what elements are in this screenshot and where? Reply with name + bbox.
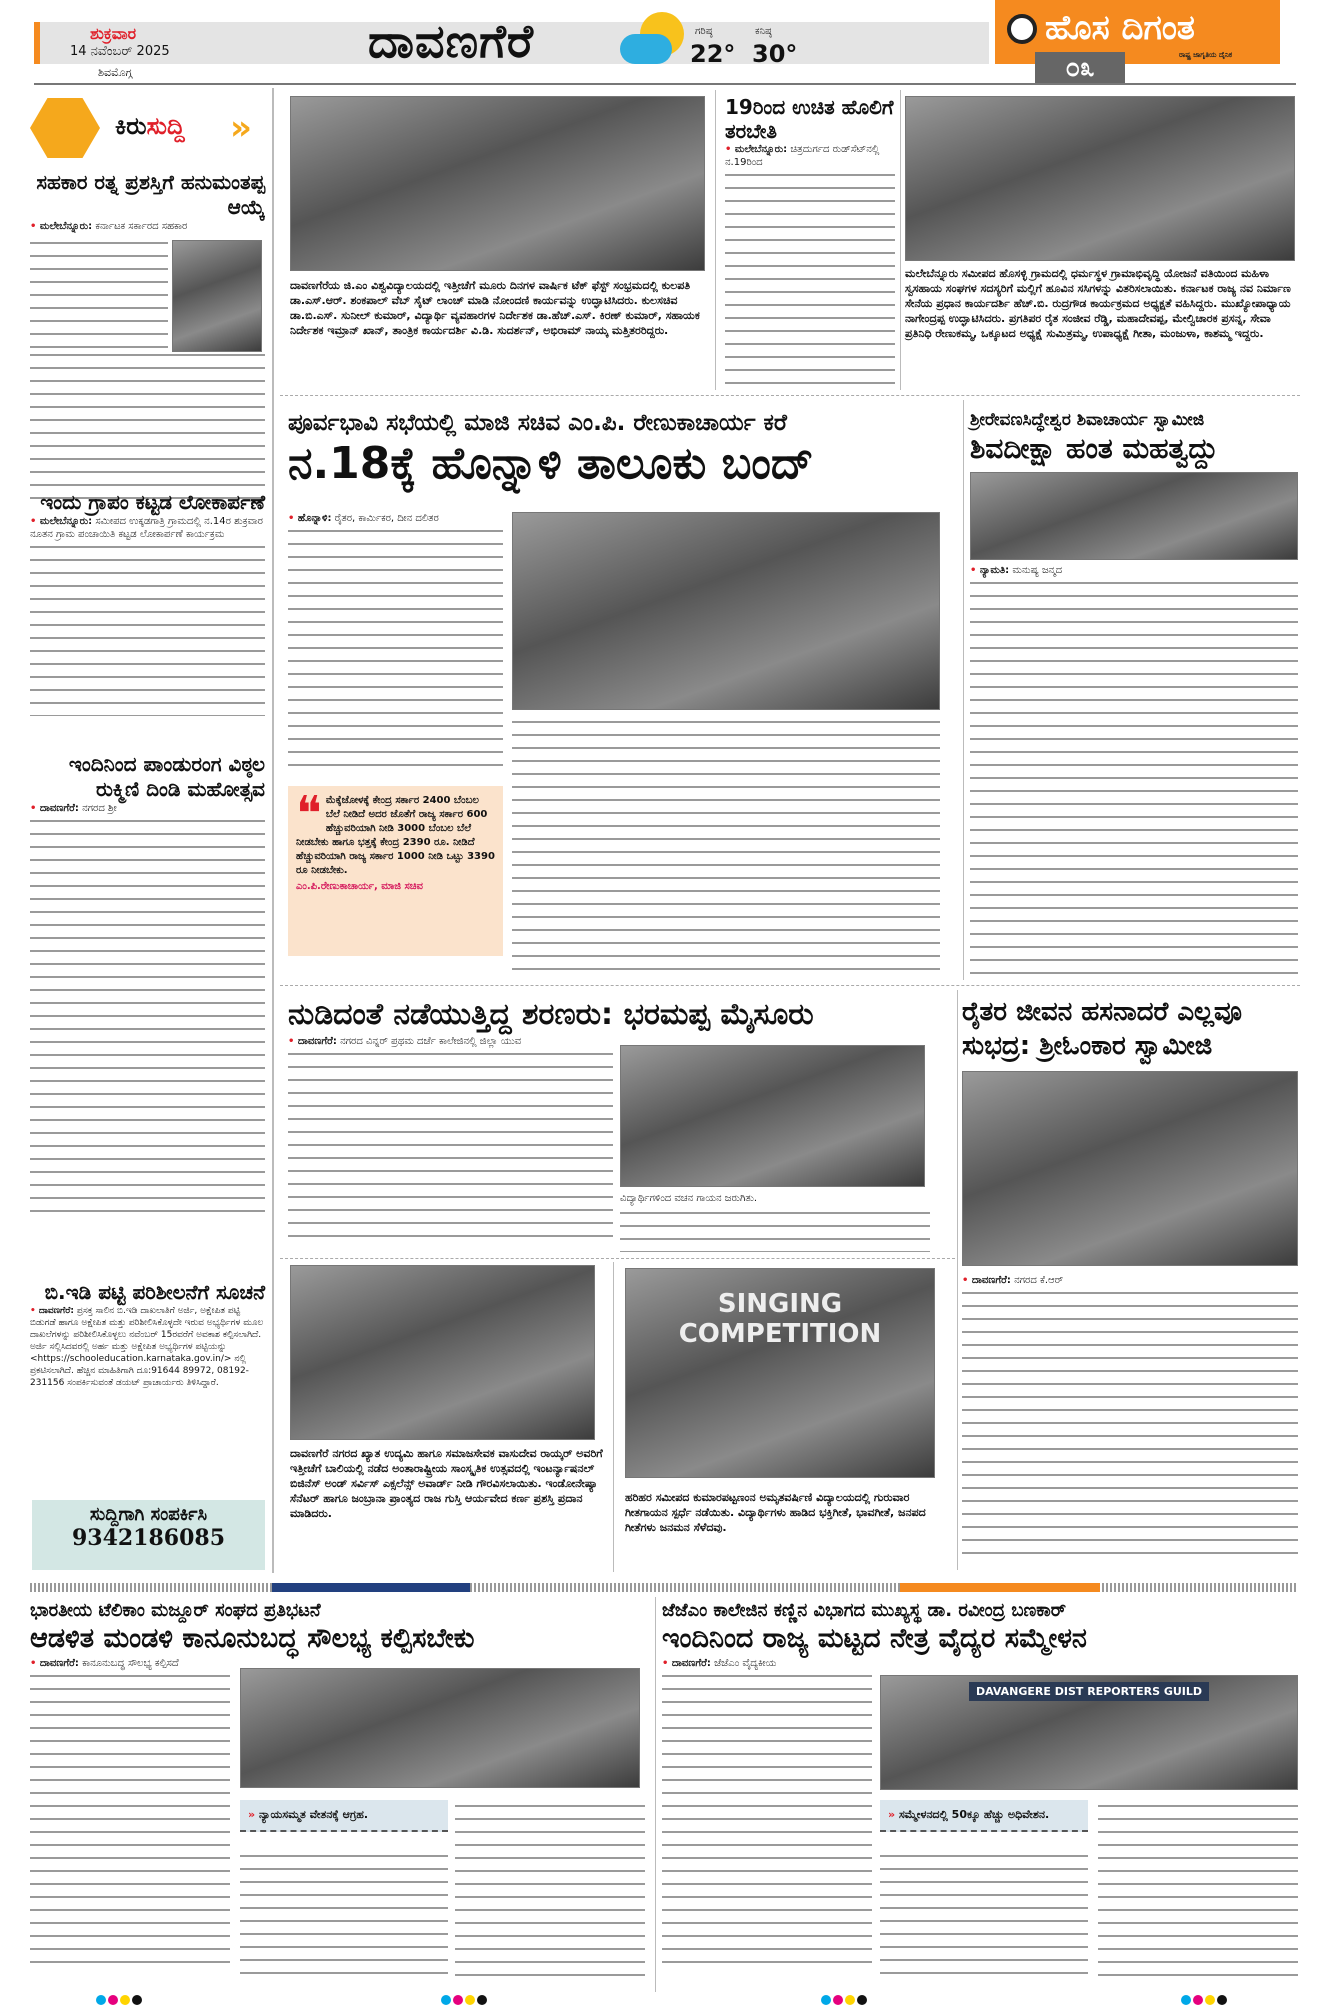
dateline: • ದಾವಣಗೆರೆ: (30, 1306, 74, 1316)
brief-lead: ಪ್ರಸಕ್ತ ಸಾಲಿನ ಬಿ.ಇಡಿ ದಾಖಲಾತಿಗೆ ಅರ್ಜಿ, ಅಕ್ಷೇಪಿತ ಪಟ್ಟಿ ಬಿಡುಗಡೆ ಹಾಗೂ ಅಕ್ಷೇಪಿತ ಮತ್ತು ಪರಿಶೀಲಿಸಿಕೊಳ್ಳದೇ ಇರುವ ಅಭ್ಯರ್ಥಿಗಳ ಮೂಲ ದಾಖಲೆಗಳನ್ನು ಪರಿಶೀಲಿಸಿಕೊಳ್ಳಲು ನವೆಂಬರ್ 15ರವರೆಗೆ ಅವಕಾಶ ಕಲ್ಪಿಸಲಾಗಿದೆ. ಅರ್ಜಿ ಸಲ್ಲಿಸಿದವರಲ್ಲಿ ಅರ್ಹ ಮತ್ತು ಅಕ್ಷೇಪಿತ ಅಭ್ಯರ್ಥಿಗಳ ಪಟ್ಟಿಯನ್ನು <https://schooleducation.karnataka.gov.in/> ನಲ್ಲಿ ಪ್ರಕಟಿಸಲಾಗಿದೆ. ಹೆಚ್ಚಿನ ಮಾಹಿತಿಗಾಗಿ ದೂ:91644 89972, 08192-231156 ಸಂಪರ್ಕಿಸುವಂತೆ ಡಯಟ್ ಪ್ರಾಚಾರ್ಯರು ತಿಳಿಸಿದ್ದಾರೆ. (30, 1306, 264, 1388)
row-divider (280, 1258, 955, 1259)
news-brief-3 (30, 752, 265, 1215)
max-temp-label: ಕನಿಷ್ಠ (755, 26, 772, 37)
main-story (288, 410, 958, 492)
brief-lead: ನಗರದ ಶ್ರೀ (82, 803, 117, 814)
main-kicker: ಪೂರ್ವಭಾವಿ ಸಭೆಯಲ್ಲಿ ಮಾಜಿ ಸಚಿವ ಎಂ.ಪಿ. ರೇಣುಕಾಚಾರ್ಯ ಕರೆ (288, 410, 787, 436)
contact-box (32, 1500, 265, 1570)
column-divider (963, 400, 964, 980)
award-photo (290, 1265, 595, 1440)
portrait-photo (172, 240, 262, 352)
main-headline: ನ.18ಕ್ಕೆ ಹೊನ್ನಾಳಿ ತಾಲೂಕು ಬಂದ್ (288, 438, 814, 489)
dateline: • ಮಲೇಬೆನ್ನೂರು: (30, 516, 92, 527)
main-body (288, 512, 503, 775)
brief-headline: ಸಹಕಾರ ರತ್ನ ಪ್ರಶಸ್ತಿಗೆ ಹನುಮಂತಪ್ಪ ಆಯ್ಕೆ (36, 170, 265, 219)
story-headline: ನುಡಿದಂತೆ ನಡೆಯುತ್ತಿದ್ದ ಶರಣರು: ಭರಮಪ್ಪ ಮೈಸೂರು (288, 997, 814, 1032)
pull-quote (288, 786, 503, 956)
logo-tagline: ರಾಷ್ಟ್ರ ಜಾಗೃತಿಯ ದೈನಿಕ (1179, 51, 1232, 59)
swamiji-photo (970, 472, 1298, 560)
pull-highlight: » ನ್ಯಾಯಸಮ್ಮತ ವೇತನಕ್ಕೆ ಆಗ್ರಹ. (240, 1800, 448, 1832)
dateline: • ದಾವಣಗೆರೆ: (662, 1658, 711, 1669)
row-divider (280, 395, 1300, 396)
max-temp: 30° (752, 40, 798, 68)
min-temp: 22° (690, 40, 736, 68)
section-stripe (30, 1583, 1298, 1592)
dateline: • ದಾವಣಗೆರೆ: (288, 1036, 337, 1047)
registration-marks (1180, 1990, 1228, 2009)
main-body-columns (512, 716, 940, 974)
chevrons-icon: » (230, 108, 252, 148)
column-divider (900, 90, 901, 390)
banner-text: SINGING COMPETITION (678, 1289, 882, 1349)
news-brief-4 (30, 1280, 265, 1389)
brief-headline: ಇಂದಿನಿಂದ ಪಾಂಡುರಂಗ ವಿಠ್ಠಲ ರುಕ್ಮಿಣಿ ದಿಂಡಿ ಮಹೋತ್ಸವ (68, 752, 265, 801)
jasmine-caption: ಮಲೇಬೆನ್ನೂರು ಸಮೀಪದ ಹೊಸಳ್ಳಿ ಗ್ರಾಮದಲ್ಲಿ ಧರ್ಮಸ್ಥಳ ಗ್ರಾಮಾಭಿವೃದ್ಧಿ ಯೋಜನೆ ವತಿಯಿಂದ ಮಹಿಳಾ ಸ್ವಸಹಾಯ ಸಂಘಗಳ ಸದಸ್ಯರಿಗೆ ಮಲ್ಲಿಗೆ ಹೂವಿನ ಸಸಿಗಳನ್ನು ವಿತರಿಸಲಾಯಿತು. ಕರ್ನಾಟಕ ರಾಜ್ಯ ನವ ನಿರ್ಮಾಣ ಸೇನೆಯ ಪ್ರಧಾನ ಕಾರ್ಯದರ್ಶಿ ಹೆಚ್.ಬಿ. ರುದ್ರಗೌಡ ಕಾರ್ಯಕ್ರಮದ ಅಧ್ಯಕ್ಷತೆ ವಹಿಸಿದ್ದರು. ಮುಖ್ಯೋಪಾಧ್ಯಾಯ ನಾಗೇಂದ್ರಪ್ಪ ಉದ್ಘಾಟಿಸಿದರು. ಪ್ರಗತಿಪರ ರೈತ ಸಂಜೀವ ರೆಡ್ಡಿ, ಮಹಾದೇವಪ್ಪ, ಮೇಲ್ವಿಚಾರಕ ಪ್ರಸನ್ನ, ಸೇವಾ ಪ್ರತಿನಿಧಿ ರೇಣುಕಮ್ಮ, ಒಕ್ಕೂಟದ ಅಧ್ಯಕ್ಷೆ ಸುಮಿತ್ರಮ್ಮ, ಉಪಾಧ್ಯಕ್ಷೆ ಗೀತಾ, ಮಂಜುಳಾ, ಕಾಶಮ್ಮ ಇದ್ದರು. (905, 267, 1291, 340)
issue-date: 14 ನವೆಂಬರ್ 2025 (70, 44, 170, 59)
farmers-story (962, 995, 1298, 1557)
brief-headline: ಇಂದು ಗ್ರಾಪಂ ಕಟ್ಟಡ ಲೋಕಾರ್ಪಣೆ (40, 490, 265, 514)
header-rule (34, 83, 1296, 85)
side-kicker: ಶ್ರೀರೇವಣಸಿದ್ಧೇಶ್ವರ ಶಿವಾಚಾರ್ಯ ಸ್ವಾಮೀಜಿ (970, 410, 1205, 430)
column-divider (715, 90, 716, 390)
brand-part-1: ಕಿರು (115, 112, 147, 140)
pointing-hand-icon (30, 98, 100, 158)
press-meet-photo (880, 1675, 1298, 1790)
brief-lead: ಕರ್ನಾಟಕ ಸರ್ಕಾರದ ಸಹಕಾರ (95, 221, 188, 232)
dateline: • ನ್ಯಾಮತಿ: (970, 565, 1009, 576)
techfest-caption: ದಾವಣಗೆರೆಯ ಜಿ.ಎಂ ವಿಶ್ವವಿದ್ಯಾಲಯದಲ್ಲಿ ಇತ್ತೀಚೆಗೆ ಮೂರು ದಿನಗಳ ವಾರ್ಷಿಕ ಟೆಕ್ ಫೆಸ್ಟ್ ಸಂಭ್ರಮದಲ್ಲಿ ಕುಲಪತಿ ಡಾ.ಎಸ್.ಆರ್. ಶಂಕಪಾಲ್ ವೆಬ್ ಸೈಟ್ ಲಾಂಚ್ ಮಾಡಿ ನೋಂದಣಿ ಕಾರ್ಯವನ್ನು ಉದ್ಘಾಟಿಸಿದರು. ಕುಲಸಚಿವ ಡಾ.ಬಿ.ಎಸ್. ಸುನೀಲ್ ಕುಮಾರ್, ವಿದ್ಯಾರ್ಥಿ ವ್ಯವಹಾರಗಳ ನಿರ್ದೇಶಕ ಡಾ.ಹೆಚ್.ಎಸ್. ಕಿರಣ್ ಕುಮಾರ್, ಸಹಾಯಕ ನಿರ್ದೇಶಕ ಇಮ್ರಾನ್ ಖಾನ್, ತಾಂತ್ರಿಕ ಕಾರ್ಯದರ್ಶಿ ವಿ.ಡಿ. ಸುದರ್ಶನ್, ಅಭಿರಾಮ್ ನಾಯ್ಕ ಮತ್ತಿತರರಿದ್ದರು. (290, 279, 700, 337)
story-lead: ನಗರದ ವಿನ್ನರ್ ಪ್ರಥಮ ದರ್ಜೆ ಕಾಲೇಜಿನಲ್ಲಿ ಜಿಲ್ಲಾ ಯುವ (340, 1036, 522, 1047)
singing-competition-photo (625, 1268, 935, 1478)
dateline: • ಹೊನ್ನಾಳಿ: (288, 513, 331, 524)
omkara-swamiji-photo (962, 1071, 1298, 1266)
story-headline: ಇಂದಿನಿಂದ ರಾಜ್ಯ ಮಟ್ಟದ ನೇತ್ರ ವೈದ್ಯರ ಸಮ್ಮೇಳನ (662, 1623, 1087, 1654)
story-lead: ಕಾನೂನುಬದ್ಧ ಸೌಲಭ್ಯ ಕಲ್ಪಿಸದೆ (82, 1658, 179, 1669)
registration-marks (440, 1990, 488, 2009)
story-kicker: ಭಾರತೀಯ ಟೆಲಿಕಾಂ ಮಜ್ದೂರ್ ಸಂಘದ ಪ್ರತಿಭಟನೆ (30, 1600, 321, 1621)
edition-city: ಶಿವಮೊಗ್ಗ (98, 66, 133, 79)
story-headline: 19ರಿಂದ ಉಚಿತ ಹೊಲಿಗೆ ತರಬೇತಿ (725, 95, 894, 143)
tailoring-training-story (725, 95, 895, 394)
registration-marks (820, 1990, 868, 2009)
contact-phone: 9342186085 (71, 1525, 226, 1551)
column-divider (272, 88, 274, 1573)
bandh-meeting-photo (512, 512, 940, 710)
vachana-photo (620, 1045, 925, 1187)
min-temp-label: ಗರಿಷ್ಠ (695, 26, 713, 37)
pull-highlight: » ಸಮ್ಮೇಳನದಲ್ಲಿ 50ಕ್ಕೂ ಹೆಚ್ಚು ಅಧಿವೇಶನ. (880, 1800, 1088, 1832)
dateline: • ದಾವಣಗೆರೆ: (962, 1275, 1011, 1286)
story-lead: ರೈತರ, ಕಾರ್ಮಿಕರ, ದೀನ ದಲಿತರ (334, 513, 439, 524)
singing-caption: ಹರಿಹರ ಸಮೀಪದ ಕುಮಾರಪಟ್ಟಣಂನ ಅಮೃತವರ್ಷಿಣಿ ವಿದ್ಯಾಲಯದಲ್ಲಿ ಗುರುವಾರ ಗೀತಗಾಯನ ಸ್ಪರ್ಧೆ ನಡೆಯಿತು. ವಿದ್ಯಾರ್ಥಿಗಳು ಹಾಡಿದ ಭಕ್ತಿಗೀತೆ, ಭಾವಗೀತೆ, ಜನಪದ ಗೀತೆಗಳು ಜನಮನ ಸೆಳೆದವು. (625, 1491, 926, 1534)
story-headline: ಆಡಳಿತ ಮಂಡಳಿ ಕಾನೂನುಬದ್ಧ ಸೌಲಭ್ಯ ಕಲ್ಪಿಸಬೇಕು (30, 1623, 475, 1654)
jasmine-saplings-photo (905, 96, 1295, 261)
story-lead: ನಗರದ ಕೆ.ಆರ್ (1014, 1275, 1064, 1286)
news-brief-2 (30, 490, 265, 716)
brief-lead: ಸಮೀಪದ ಉಕ್ಕಡಗಾತ್ರಿ ಗ್ರಾಮದಲ್ಲಿ ನ.14ರ ಶುಕ್ರವಾರ ನೂತನ ಗ್ರಾಮ ಪಂಚಾಯಿತಿ ಕಟ್ಟಡ ಲೋಕಾರ್ಪಣೆ ಕಾರ್ಯಕ್ರಮ (30, 516, 263, 540)
award-caption: ದಾವಣಗೆರೆ ನಗರದ ಖ್ಯಾತ ಉದ್ಯಮಿ ಹಾಗೂ ಸಮಾಜಸೇವಕ ವಾಸುದೇವ ರಾಯ್ಕರ್ ಅವರಿಗೆ ಇತ್ತೀಚೆಗೆ ಬಾಲಿಯಲ್ಲಿ ನಡೆದ ಅಂತಾರಾಷ್ಟ್ರೀಯ ಸಾಂಸ್ಕೃತಿಕ ಉತ್ಸವದಲ್ಲಿ ಇಂಟರ್ನ್ಯಾಷನಲ್ ಬಿಜಿನೆಸ್ ಅಂಡ್ ಸರ್ವಿಸ್ ಎಕ್ಸಲೆನ್ಸ್ ಅವಾರ್ಡ್ ನೀಡಿ ಗೌರವಿಸಲಾಯಿತು. ಇಂಡೋನೇಷ್ಯಾ ಸೆನೆಟರ್ ಹಾಗೂ ಜಂಬ್ರಾನಾ ಪ್ರಾಂತ್ಯದ ರಾಜ ಗುಸ್ತಿ ಆರ್ಯವೇದ ಕರ್ಣ ಪ್ರಶಸ್ತಿ ಪ್ರದಾನ ಮಾಡಿದರು. (290, 1447, 603, 1520)
cloud-icon (620, 34, 672, 64)
dateline: • ಮಲೇಬೆನ್ನೂರು: (30, 221, 92, 232)
column-divider (613, 1262, 614, 1572)
shivadeeksha-story (970, 410, 1298, 977)
brief-headline: ಬಿ.ಇಡಿ ಪಟ್ಟಿ ಪರಿಶೀಲನೆಗೆ ಸೂಚನೆ (44, 1280, 265, 1304)
story-lead: ಮನುಷ್ಯ ಜನ್ಮದ (1012, 565, 1063, 576)
row-divider (280, 985, 1300, 986)
story-lead: ಚಿತ್ರದುರ್ಗದ ರುಡ್‌ಸೆಟ್‌ನಲ್ಲಿ ನ.19ರಿಂದ (725, 144, 880, 168)
quote-attribution: ಎಂ.ಪಿ.ರೇಣುಕಾಚಾರ್ಯ, ಮಾಜಿ ಸಚಿವ (296, 881, 423, 892)
page-number: ೦೩ (1035, 52, 1125, 84)
techfest-photo (290, 96, 705, 271)
dateline: • ಮಲೇಬೆನ್ನೂರು: (725, 144, 787, 155)
logo-emblem-icon (1007, 14, 1037, 44)
vachana-caption: ವಿದ್ಯಾರ್ಥಿಗಳಿಂದ ವಚನ ಗಾಯನ ಜರುಗಿತು. (620, 1193, 758, 1204)
quote-icon: ❝ (296, 786, 322, 842)
column-divider (655, 1597, 656, 1992)
reporters-guild-banner: DAVANGERE DIST REPORTERS GUILD (969, 1682, 1209, 1701)
story-kicker: ಜೆಜೆಎಂ ಕಾಲೇಜಿನ ಕಣ್ಣಿನ ವಿಭಾಗದ ಮುಖ್ಯಸ್ಥ ಡಾ. ರವೀಂದ್ರ ಬಣಕಾರ್ (662, 1600, 1067, 1621)
protest-photo (240, 1668, 640, 1788)
kirusuddi-brand (30, 98, 265, 158)
weekday: ಶುಕ್ರವಾರ (90, 24, 137, 43)
dateline: • ದಾವಣಗೆರೆ: (30, 803, 79, 814)
news-brief-1 (30, 170, 265, 509)
contact-label: ಸುದ್ದಿಗಾಗಿ ಸಂಪರ್ಕಿಸಿ (89, 1504, 208, 1525)
story-lead: ಜೆಜೆಎಂ ವೈದ್ಯಕೀಯ (714, 1658, 777, 1669)
side-headline: ಶಿವದೀಕ್ಷಾ ಹಂತ ಮಹತ್ವದ್ದು (970, 432, 1218, 465)
masthead-title: ದಾವಣಗೆರೆ (368, 14, 534, 68)
dateline: • ದಾವಣಗೆರೆ: (30, 1658, 79, 1669)
quote-text: ಮೆಕ್ಕೆಜೋಳಕ್ಕೆ ಕೇಂದ್ರ ಸರ್ಕಾರ 2400 ಬೆಂಬಲ ಬೆಲೆ ನೀಡಿದೆ ಅದರ ಜೊತೆಗೆ ರಾಜ್ಯ ಸರ್ಕಾರ 600 ಹೆಚ್ಚುವರಿಯಾಗಿ ನೀಡಿ 3000 ಬೆಂಬಲ ಬೆಲೆ ನೀಡಬೇಕು ಹಾಗೂ ಭತ್ತಕ್ಕೆ ಕೇಂದ್ರ 2390 ರೂ. ನೀಡಿದೆ ಹೆಚ್ಚುವರಿಯಾಗಿ ರಾಜ್ಯ ಸರ್ಕಾರ 1000 ನೀಡಿ ಒಟ್ಟು 3390 ರೂ ನೀಡಬೇಕು. (296, 795, 495, 876)
story-headline: ರೈತರ ಜೀವನ ಹಸನಾದರೆ ಎಲ್ಲವೂ ಸುಭದ್ರ: ಶ್ರೀಓಂಕಾರ ಸ್ವಾಮೀಜಿ (962, 997, 1243, 1061)
brand-part-2: ಸುದ್ದಿ (146, 112, 185, 140)
logo-text: ಹೊಸ ದಿಗಂತ (1045, 8, 1195, 48)
registration-marks (95, 1990, 143, 2009)
column-divider (957, 990, 958, 1570)
